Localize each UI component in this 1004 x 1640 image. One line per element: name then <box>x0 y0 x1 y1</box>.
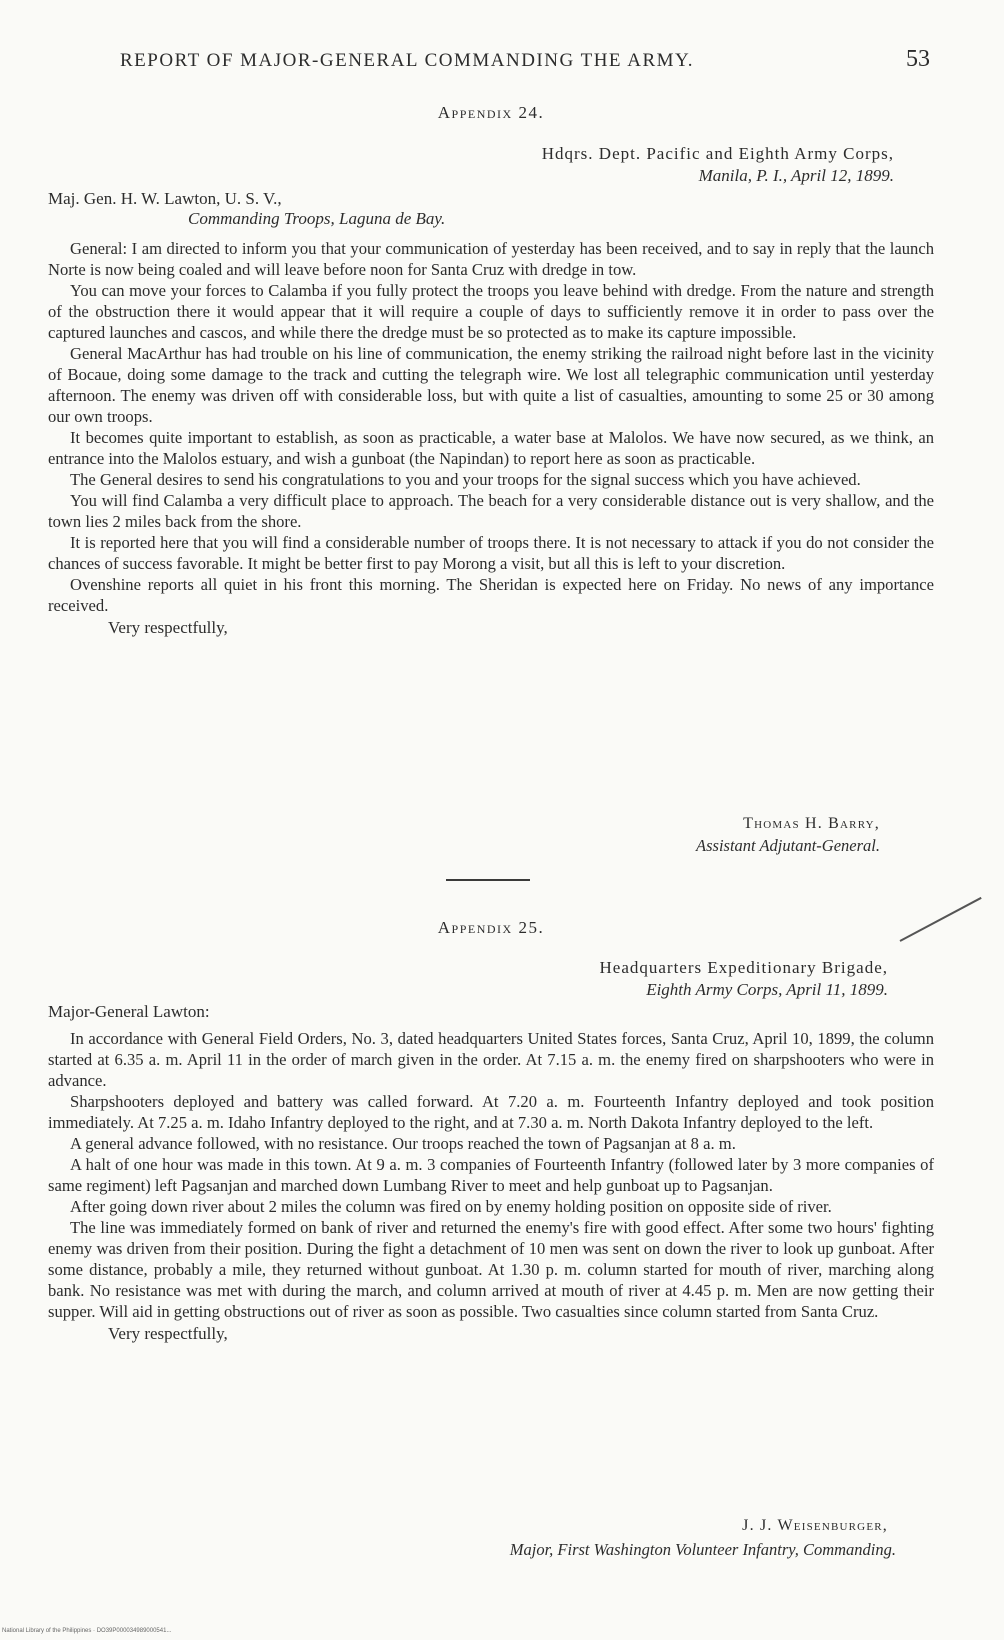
header-title: REPORT OF MAJOR-GENERAL COMMANDING THE ARMY. <box>120 50 695 71</box>
appendix-24-addressee-sub: Commanding Troops, Laguna de Bay. <box>188 209 446 228</box>
footer-note: National Library of the Philippines · DO39P000034989000541... <box>2 1628 172 1634</box>
appendix-24-paragraph: It becomes quite important to establish, as soon as practicable, a water base at Malolos. We have now secured, as we think, an entrance into the Malolos estuary, and wish a gunboat (the Napindan) to report here as soon as practicable. <box>48 428 934 468</box>
page-number: 53 <box>906 46 930 72</box>
appendix-25-body <box>48 1028 934 1344</box>
appendix-25-signature-title: Major, First Washington Volunteer Infantry, Commanding. <box>509 1540 896 1559</box>
appendix-24-paragraph: The General desires to send his congratulations to you and your troops for the signal success which you have achieved. <box>70 470 861 489</box>
appendix-25-hq: Headquarters Expeditionary Brigade, <box>599 958 888 977</box>
appendix-25-signature-name: J. J. Weisenburger, <box>742 1517 888 1534</box>
appendix-25-paragraph: A halt of one hour was made in this town. At 9 a. m. 3 companies of Fourteenth Infantry (followed later by 3 more companies of same regiment) left Pagsanjan and marched down Lumbang River to meet and help gunboat up to Pagsanjan. <box>48 1155 934 1195</box>
appendix-25-paragraph: In accordance with General Field Orders, No. 3, dated headquarters United States forces, Santa Cruz, April 10, 1899, the column started at 6.35 a. m. April 11 in the order of march given in the order. At 7.15 a. m. the enemy fired on sharpshooters who were in advance. <box>48 1029 934 1090</box>
appendix-25-paragraph: A general advance followed, with no resistance. Our troops reached the town of Pagsanjan at 8 a. m. <box>70 1134 736 1153</box>
appendix-24-body <box>48 238 934 638</box>
running-header <box>120 46 950 72</box>
appendix-24-paragraph: General: I am directed to inform you that your communication of yesterday has been received, and to say in reply that the launch Norte is now being coaled and will leave before noon for Santa Cruz with dredge in tow. <box>48 239 934 279</box>
appendix-24-closing: Very respectfully, <box>108 618 228 637</box>
appendix-24-place-date: Manila, P. I., April 12, 1899. <box>698 166 894 185</box>
appendix-24-paragraph: You will find Calamba a very difficult place to approach. The beach for a very considerable distance out is very shallow, and the town lies 2 miles back from the shore. <box>48 491 934 531</box>
appendix-24-signature-name: Thomas H. Barry, <box>743 815 880 832</box>
appendix-25-place-date: Eighth Army Corps, April 11, 1899. <box>646 980 888 999</box>
appendix-24-signature-title: Assistant Adjutant-General. <box>696 836 880 855</box>
appendix-24-paragraph: Ovenshine reports all quiet in his front this morning. The Sheridan is expected here on Friday. No news of any importance received. <box>48 575 934 615</box>
appendix-24-title: Appendix 24. <box>437 103 545 122</box>
appendix-25-addressee: Major-General Lawton: <box>48 1002 210 1021</box>
appendix-24-paragraph: General MacArthur has had trouble on his line of communication, the enemy striking the railroad night before last in the vicinity of Bocaue, doing some damage to the track and cutting the telegraph wire. We lost all telegraphic communication until yesterday afternoon. The enemy was driven off with considerable loss, but with quite a list of casualties, amounting to some 25 or 30 among our own troops. <box>48 344 934 426</box>
appendix-25-closing: Very respectfully, <box>108 1324 228 1343</box>
appendix-24-addressee: Maj. Gen. H. W. Lawton, U. S. V., <box>48 189 282 208</box>
appendix-25-paragraph: After going down river about 2 miles the column was fired on by enemy holding position on opposite side of river. <box>70 1197 832 1216</box>
section-divider <box>446 879 530 881</box>
appendix-25-paragraph: The line was immediately formed on bank of river and returned the enemy's fire with good effect. After some two hours' fighting enemy was driven from their position. During the fight a detachment of 10 men was sent on down the river to look up gunboat. After some distance, probably a mile, they returned without gunboat. At 1.30 p. m. column started for mouth of river, marching along bank. No resistance was met with during the march, and column arrived at mouth of river at 4.45 p. m. Men are now getting their supper. Will aid in getting obstructions out of river as soon as possible. Two casualties since column started from Santa Cruz. <box>48 1218 934 1321</box>
appendix-24-paragraph: It is reported here that you will find a considerable number of troops there. It is not necessary to attack if you do not consider the chances of success favorable. It might be better first to pay Morong a visit, but all this is left to your discretion. <box>48 533 934 573</box>
appendix-24-paragraph: You can move your forces to Calamba if you fully protect the troops you leave behind with dredge. From the nature and strength of the obstruction there it would appear that it will require a couple of days to sufficiently remove it in order to pass over the captured launches and cascos, and while there the dredge must be so protected as to make its capture impossible. <box>48 281 934 342</box>
appendix-25-title: Appendix 25. <box>437 918 545 937</box>
appendix-25-paragraph: Sharpshooters deployed and battery was called forward. At 7.20 a. m. Fourteenth Infantry deployed and took position immediately. At 7.25 a. m. Idaho Infantry deployed to the right, and at 7.30 a. m. North Dakota Infantry deployed to the left. <box>48 1092 934 1132</box>
appendix-24-hq: Hdqrs. Dept. Pacific and Eighth Army Corps, <box>541 144 894 163</box>
